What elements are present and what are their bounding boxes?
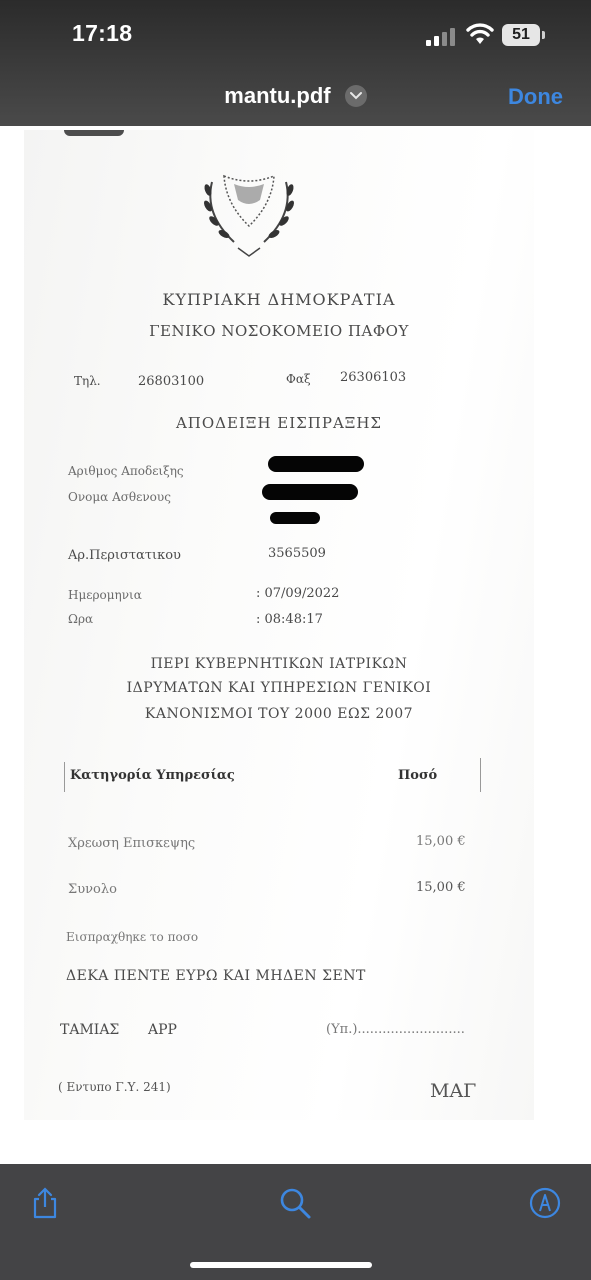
done-button[interactable]: Done <box>508 84 563 109</box>
receipt-title: ΑΠΟΔΕΙΞΗ ΕΙΣΠΡΑΞΗΣ <box>175 414 383 432</box>
total-amount: 15,00 € <box>416 880 466 895</box>
markup-icon[interactable] <box>528 1186 562 1220</box>
column-header-category: Κατηγορία Υπηρεσίας <box>70 768 235 783</box>
date-label: Ημερομηνια <box>68 588 142 602</box>
received-label: Εισπραχθηκε το ποσο <box>66 930 199 944</box>
page-fold-shadow <box>64 130 124 136</box>
table-border <box>480 758 481 792</box>
time-label: Ωρα <box>68 612 94 626</box>
home-indicator[interactable] <box>190 1262 372 1268</box>
fax-label: Φαξ <box>286 372 311 386</box>
redaction-bar <box>268 456 364 472</box>
date-value: : 07/09/2022 <box>256 586 340 601</box>
file-name[interactable]: mantu.pdf <box>224 83 331 109</box>
redaction-bar <box>270 512 320 524</box>
column-header-amount: Ποσό <box>398 768 438 783</box>
share-icon[interactable] <box>28 1186 62 1220</box>
fax-value: 26306103 <box>340 370 407 385</box>
pdf-viewer[interactable] <box>0 126 591 1164</box>
cellular-signal-icon <box>426 26 458 46</box>
cashier-value: APP <box>148 1022 177 1038</box>
battery-indicator: 51 <box>502 24 540 46</box>
service-item-amount: 15,00 € <box>416 834 466 849</box>
amount-in-words: ΔΕΚΑ ΠΕΝΤΕ ΕΥΡΩ ΚΑΙ ΜΗΔΕΝ ΣΕΝΤ <box>66 968 366 984</box>
total-label: Συνολο <box>68 882 117 897</box>
time-value: : 08:48:17 <box>256 612 323 627</box>
service-item-label: Χρεωση Επισκεψης <box>68 836 196 851</box>
tel-value: 26803100 <box>138 374 205 389</box>
file-title[interactable] <box>0 82 591 109</box>
form-code: ( Εντυπο Γ.Υ. 241) <box>58 1080 171 1094</box>
regulation-line-1: ΠΕΡΙ ΚΥΒΕΡΝΗΤΙΚΩΝ ΙΑΤΡΙΚΩΝ <box>150 656 408 672</box>
regulation-line-3: ΚΑΝΟΝΙΣΜΟΙ ΤΟΥ 2000 ΕΩΣ 2007 <box>144 706 414 722</box>
redaction-bar <box>262 484 358 500</box>
signature-line: (Υπ.).......................... <box>326 1022 465 1037</box>
table-border <box>64 762 65 792</box>
tel-label: Τηλ. <box>74 374 101 388</box>
incident-number-value: 3565509 <box>268 546 326 561</box>
chevron-down-icon[interactable] <box>345 85 367 107</box>
search-icon[interactable] <box>278 1186 312 1220</box>
status-time: 17:18 <box>72 20 133 46</box>
footer-mark: ΜΑΓ <box>430 1080 477 1102</box>
top-bar <box>0 0 591 126</box>
republic-name: ΚΥΠΡΙΑΚΗ ΔΗΜΟΚΡΑΤΙΑ <box>162 290 396 309</box>
receipt-number-label: Αριθμος Αποδειξης <box>68 464 184 478</box>
hospital-name: ΓΕΝΙΚΟ ΝΟΣΟΚΟΜΕΙΟ ΠΑΦΟΥ <box>149 322 409 340</box>
wifi-icon <box>466 22 494 46</box>
coat-of-arms-icon <box>194 164 304 264</box>
regulation-line-2: ΙΔΡΥΜΑΤΩΝ ΚΑΙ ΥΠΗΡΕΣΙΩΝ ΓΕΝΙΚΟΙ <box>126 680 432 696</box>
patient-name-label: Ονομα Ασθενους <box>68 490 171 504</box>
cashier-label: ΤΑΜΙΑΣ <box>60 1022 120 1038</box>
incident-number-label: Αρ.Περιστατικου <box>68 548 181 563</box>
receipt-page <box>24 130 534 1120</box>
